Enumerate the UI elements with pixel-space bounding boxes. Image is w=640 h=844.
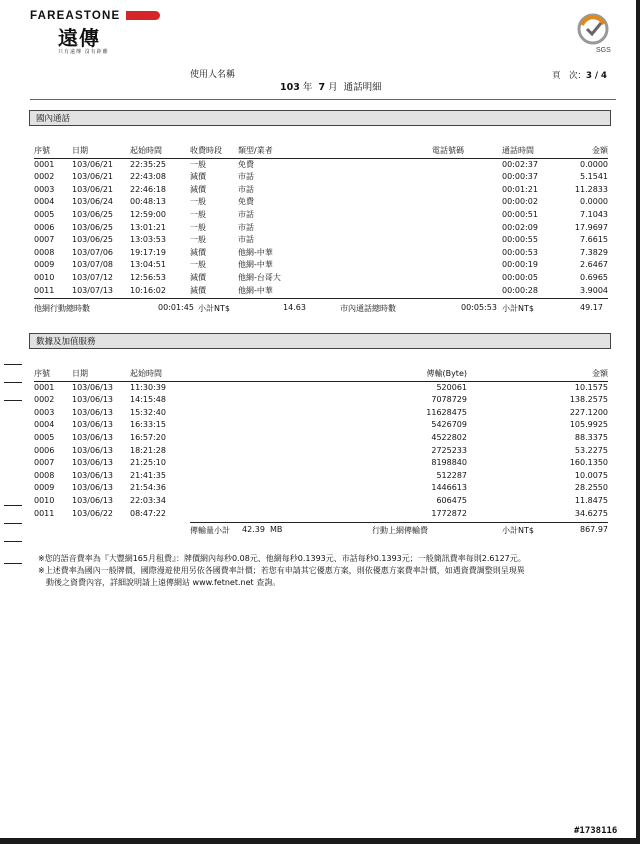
cell-phone-number — [432, 272, 502, 285]
domestic-mobile-total-label: 他網行動總時數 — [34, 304, 90, 313]
cell-start-time: 16:57:20 — [130, 432, 166, 442]
cell-seq: 0010 — [34, 272, 55, 282]
user-name-label: 使用人名稱 — [190, 70, 236, 80]
cell-rate-period: 減價 — [190, 172, 206, 182]
cell-type-carrier: 市話 — [238, 172, 254, 182]
cell-transfer-bytes: 1772872 — [431, 508, 467, 518]
cell-seq: 0004 — [34, 420, 55, 430]
cell-start-time: 22:03:34 — [130, 495, 166, 505]
cell-transfer-bytes: 512287 — [436, 470, 467, 480]
cell-type-carrier: 他網-台哥大 — [238, 272, 281, 282]
cell-seq: 0003 — [34, 184, 55, 194]
data-fee-label: 行動上網傳輸費 — [372, 526, 428, 535]
cell-start-time: 13:03:53 — [130, 235, 166, 245]
cell-start-time: 10:16:02 — [130, 285, 166, 295]
cell-seq: 0008 — [34, 470, 55, 480]
cell-transfer-bytes: 2725233 — [431, 445, 467, 455]
cell-amount: 28.2550 — [574, 483, 608, 493]
table-row — [34, 285, 608, 298]
brand-swoosh-icon — [126, 11, 160, 20]
col-start-time: 起始時間 — [130, 145, 190, 158]
cell-seq: 0004 — [34, 197, 55, 207]
cell-amount: 10.1575 — [574, 382, 608, 392]
cell-amount: 105.9925 — [569, 420, 608, 430]
margin-mark — [4, 382, 22, 383]
cell-phone-number — [432, 222, 502, 235]
brand-wordmark: FAREASTONE — [30, 10, 121, 22]
cell-seq: 0003 — [34, 407, 55, 417]
cell-start-time: 16:33:15 — [130, 420, 166, 430]
table-row — [34, 457, 608, 470]
cell-duration: 00:00:05 — [502, 272, 538, 282]
cell-date: 103/07/06 — [72, 247, 114, 257]
cell-date: 103/06/22 — [72, 508, 114, 518]
cell-start-time: 12:56:53 — [130, 272, 166, 282]
margin-mark — [4, 563, 22, 564]
cell-type-carrier: 他網-中華 — [238, 247, 273, 257]
cell-type-carrier: 他網-中華 — [238, 260, 273, 270]
margin-mark — [4, 505, 22, 506]
cell-duration: 00:01:21 — [502, 184, 538, 194]
cell-rate-period: 一般 — [190, 209, 206, 219]
page-label: 頁 次： — [552, 71, 587, 81]
cell-duration: 00:00:55 — [502, 235, 538, 245]
cell-start-time: 13:01:21 — [130, 222, 166, 232]
col-seq: 序號 — [34, 145, 72, 158]
margin-mark — [4, 523, 22, 524]
cell-date: 103/07/12 — [72, 272, 114, 282]
cell-amount: 11.8475 — [574, 495, 608, 505]
cell-seq: 0001 — [34, 382, 55, 392]
cell-phone-number — [432, 196, 502, 209]
table-row — [34, 196, 608, 209]
cell-date: 103/06/21 — [72, 172, 114, 182]
cell-date: 103/06/13 — [72, 407, 114, 417]
cell-rate-period: 減價 — [190, 184, 206, 194]
cell-start-time: 21:54:36 — [130, 483, 166, 493]
cell-type-carrier: 市話 — [238, 222, 254, 232]
statement-month: 7 — [318, 82, 326, 93]
cell-date: 103/06/13 — [72, 395, 114, 405]
cell-rate-period: 一般 — [190, 235, 206, 245]
cell-start-time: 21:25:10 — [130, 458, 166, 468]
cell-type-carrier: 免費 — [238, 197, 254, 207]
cell-seq: 0007 — [34, 458, 55, 468]
cell-start-time: 22:35:25 — [130, 159, 166, 169]
cell-phone-number — [432, 259, 502, 272]
table-row — [34, 470, 608, 483]
cell-transfer-bytes: 606475 — [436, 495, 467, 505]
table-row — [34, 508, 608, 521]
table-row — [34, 432, 608, 445]
statement-title: 通話明細 — [343, 82, 382, 93]
cell-transfer-bytes: 1446613 — [431, 483, 467, 493]
cell-type-carrier: 他網-中華 — [238, 285, 273, 295]
domestic-mobile-total-time: 00:01:45 — [158, 303, 194, 312]
cell-date: 103/06/25 — [72, 235, 114, 245]
cell-seq: 0011 — [34, 508, 55, 518]
domestic-section-header: 國內通話 — [29, 110, 611, 126]
col-start-time: 起始時間 — [130, 368, 190, 381]
table-row — [34, 158, 608, 171]
cell-date: 103/06/13 — [72, 495, 114, 505]
cell-amount: 3.9004 — [580, 285, 608, 295]
cell-phone-number — [432, 285, 502, 298]
data-transfer-label: 傳輸量小計 — [190, 526, 230, 535]
page-indicator — [552, 69, 607, 81]
cell-duration: 00:00:51 — [502, 209, 538, 219]
statement-year: 103 — [280, 82, 300, 93]
cell-type-carrier: 市話 — [238, 235, 254, 245]
cell-start-time: 21:41:35 — [130, 470, 166, 480]
cell-seq: 0010 — [34, 495, 55, 505]
domestic-local-total-time: 00:05:53 — [461, 303, 497, 312]
cell-transfer-bytes: 5426709 — [431, 420, 467, 430]
cell-phone-number — [432, 184, 502, 197]
cell-rate-period: 減價 — [190, 272, 206, 282]
cell-amount: 10.0075 — [574, 470, 608, 480]
statement-period — [280, 79, 382, 93]
col-duration: 通話時間 — [502, 145, 560, 158]
margin-mark — [4, 400, 22, 401]
brand-logo — [30, 10, 120, 22]
cell-transfer-bytes: 11628475 — [426, 407, 467, 417]
cell-seq: 0005 — [34, 432, 55, 442]
cell-amount: 0.0000 — [580, 159, 608, 169]
cell-phone-number — [432, 158, 502, 171]
data-subtotal-value: 867.97 — [580, 525, 608, 534]
cell-date: 103/06/21 — [72, 159, 114, 169]
cell-start-time: 11:30:39 — [130, 382, 166, 392]
col-date: 日期 — [72, 368, 130, 381]
cell-amount: 5.1541 — [580, 172, 608, 182]
table-row — [34, 407, 608, 420]
cell-seq: 0002 — [34, 172, 55, 182]
col-date: 日期 — [72, 145, 130, 158]
cell-date: 103/06/13 — [72, 483, 114, 493]
rate-notes — [38, 553, 620, 589]
margin-mark — [4, 541, 22, 542]
cell-amount: 138.2575 — [569, 395, 608, 405]
cell-phone-number — [432, 247, 502, 260]
cell-start-time: 12:59:00 — [130, 209, 166, 219]
cell-seq: 0007 — [34, 235, 55, 245]
cell-date: 103/07/08 — [72, 260, 114, 270]
cell-start-time: 15:32:40 — [130, 407, 166, 417]
cell-seq: 0001 — [34, 159, 55, 169]
col-rate-period: 收費時段 — [190, 145, 238, 158]
note-line: ※您的語音費率為『大豐網165月租費』：牌價網內每秒0.08元、他網每秒0.1393元、市話每秒0.1393元；一般簡訊費率每則2.6127元。 — [38, 554, 526, 563]
cell-rate-period: 一般 — [190, 159, 206, 169]
cell-transfer-bytes: 4522802 — [431, 432, 467, 442]
cell-date: 103/06/13 — [72, 432, 114, 442]
domestic-calls-table — [34, 145, 608, 297]
cell-type-carrier: 市話 — [238, 209, 254, 219]
cell-date: 103/06/24 — [72, 197, 114, 207]
cell-date: 103/06/25 — [72, 209, 114, 219]
domestic-local-total-label: 市內通話總時數 — [340, 304, 396, 313]
col-amount: 金額 — [560, 145, 608, 158]
cell-rate-period: 減價 — [190, 247, 206, 257]
table-row — [34, 222, 608, 235]
cell-amount: 160.1350 — [569, 458, 608, 468]
cell-duration: 00:00:37 — [502, 172, 538, 182]
cell-rate-period: 一般 — [190, 197, 206, 207]
cell-phone-number — [432, 234, 502, 247]
cell-amount: 0.0000 — [580, 197, 608, 207]
table-row — [34, 495, 608, 508]
cell-amount: 34.6275 — [574, 508, 608, 518]
cell-duration: 00:00:02 — [502, 197, 538, 207]
cell-start-time: 13:04:51 — [130, 260, 166, 270]
cell-start-time: 18:21:28 — [130, 445, 166, 455]
table-row — [34, 272, 608, 285]
cell-amount: 0.6965 — [580, 272, 608, 282]
cell-rate-period: 減價 — [190, 285, 206, 295]
data-services-section-header: 數據及加值服務 — [29, 333, 611, 349]
cell-seq: 0006 — [34, 222, 55, 232]
year-label: 年 — [302, 82, 313, 93]
cell-date: 103/06/13 — [72, 382, 114, 392]
cell-start-time: 08:47:22 — [130, 508, 166, 518]
domestic-mobile-subtotal-label: 小計NT$ — [198, 304, 230, 313]
cell-amount: 7.1043 — [580, 209, 608, 219]
cell-duration: 00:00:19 — [502, 260, 538, 270]
sgs-certification-icon — [574, 12, 616, 54]
brand-chinese-name: 遠傳 — [58, 26, 100, 50]
col-type-carrier: 類型/業者 — [238, 145, 432, 158]
data-summary-line — [190, 522, 608, 523]
cell-date: 103/06/13 — [72, 470, 114, 480]
cell-seq: 0011 — [34, 285, 55, 295]
domestic-local-subtotal-label: 小計NT$ — [502, 304, 534, 313]
cell-duration: 00:02:37 — [502, 159, 538, 169]
cell-amount: 53.2275 — [574, 445, 608, 455]
data-transfer-value: 42.39 — [242, 525, 265, 534]
cell-transfer-bytes: 7078729 — [431, 395, 467, 405]
cell-type-carrier: 市話 — [238, 184, 254, 194]
cell-seq: 0005 — [34, 209, 55, 219]
cell-phone-number — [432, 209, 502, 222]
brand-slogan: 只有遠傳 沒有距離 — [58, 49, 109, 55]
cell-date: 103/06/25 — [72, 222, 114, 232]
cell-seq: 0006 — [34, 445, 55, 455]
cell-amount: 17.9697 — [574, 222, 608, 232]
cell-start-time: 00:48:13 — [130, 197, 166, 207]
data-transfer-unit: MB — [270, 525, 283, 534]
note-line: ※上述費率為國內一般牌價，國際漫遊使用另依各國費率計價；若您有申請其它優惠方案，則依優惠方案費率計價，如遇資費調整則呈現異 — [38, 566, 525, 575]
col-amount: 金額 — [467, 368, 608, 381]
cell-rate-period: 一般 — [190, 222, 206, 232]
cell-transfer-bytes: 520061 — [436, 382, 467, 392]
page-value: 3 / 4 — [586, 71, 607, 81]
table-row — [34, 482, 608, 495]
data-subtotal-label: 小計NT$ — [502, 526, 534, 535]
cell-rate-period: 一般 — [190, 260, 206, 270]
cell-seq: 0009 — [34, 483, 55, 493]
domestic-mobile-subtotal: 14.63 — [283, 303, 306, 312]
cell-date: 103/06/13 — [72, 420, 114, 430]
domestic-summary-line — [34, 298, 608, 299]
cell-amount: 7.3829 — [580, 247, 608, 257]
cell-transfer-bytes: 8198840 — [431, 458, 467, 468]
cell-amount: 11.2833 — [574, 184, 608, 194]
table-row — [34, 445, 608, 458]
cell-start-time: 22:43:08 — [130, 172, 166, 182]
sgs-label: SGS — [596, 47, 611, 54]
cell-type-carrier: 免費 — [238, 159, 254, 169]
cell-seq: 0009 — [34, 260, 55, 270]
cell-phone-number — [432, 171, 502, 184]
cell-date: 103/06/13 — [72, 458, 114, 468]
domestic-header-row — [34, 145, 608, 158]
cell-start-time: 14:15:48 — [130, 395, 166, 405]
table-row — [34, 171, 608, 184]
cell-start-time: 19:17:19 — [130, 247, 166, 257]
cell-amount: 227.1200 — [569, 407, 608, 417]
cell-duration: 00:02:09 — [502, 222, 538, 232]
cell-duration: 00:00:53 — [502, 247, 538, 257]
cell-seq: 0008 — [34, 247, 55, 257]
cell-start-time: 22:46:18 — [130, 184, 166, 194]
header-divider — [30, 99, 616, 100]
table-row — [34, 381, 608, 394]
margin-mark — [4, 364, 22, 365]
table-row — [34, 247, 608, 260]
table-row — [34, 184, 608, 197]
cell-amount: 88.3375 — [574, 432, 608, 442]
col-transfer-bytes: 傳輸(Byte) — [190, 368, 467, 381]
table-row — [34, 419, 608, 432]
table-row — [34, 259, 608, 272]
col-seq: 序號 — [34, 368, 72, 381]
data-services-table — [34, 368, 608, 520]
month-label: 月 — [328, 82, 338, 93]
table-row — [34, 394, 608, 407]
col-phone-number: 電話號碼 — [432, 145, 502, 158]
table-row — [34, 234, 608, 247]
cell-date: 103/06/13 — [72, 445, 114, 455]
note-line: 動後之資費內容，詳細說明請上遠傳網站 www.fetnet.net 查詢。 — [38, 578, 281, 587]
cell-duration: 00:00:28 — [502, 285, 538, 295]
data-header-row — [34, 368, 608, 381]
watermark-id: #1738116 — [574, 826, 618, 836]
cell-date: 103/06/21 — [72, 184, 114, 194]
cell-date: 103/07/13 — [72, 285, 114, 295]
cell-amount: 2.6467 — [580, 260, 608, 270]
domestic-local-subtotal: 49.17 — [580, 303, 603, 312]
table-row — [34, 209, 608, 222]
cell-seq: 0002 — [34, 395, 55, 405]
cell-amount: 7.6615 — [580, 235, 608, 245]
